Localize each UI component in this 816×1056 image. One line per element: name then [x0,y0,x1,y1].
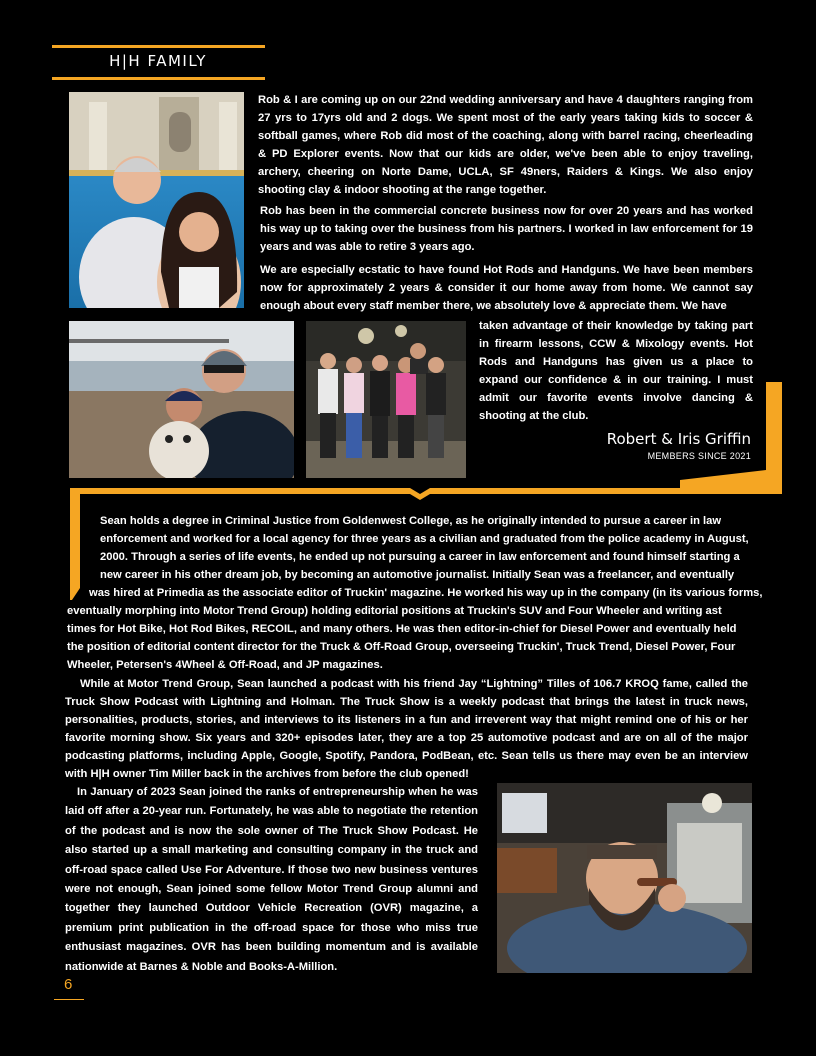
bio-line: the position of editorial content director for the Truck & Off-Road Group, overseeing Truckin', Truck Trend, Diesel Power, Four [67,641,736,653]
bio-line: Wheeler, Petersen's 4Wheel & Off-Road, and JP magazines. [67,659,383,671]
page-number: 6 [64,976,73,993]
club-paragraph-part1: We are especially ecstatic to have found Hot Rods and Handguns. We have been members now for approximately 2 years & consider it our home away from home. We cannot say enough about every staff member there, we absolutely love & appreciate them. We have [260,264,753,312]
business-paragraph: Rob has been in the commercial concrete business now for over 20 years and has worked his way up to taking over the business from his partners. I worked in law enforcement for 19 years and was able to retire 3 years ago. [260,205,753,253]
bio-line: Sean holds a degree in Criminal Justice from Goldenwest College, as he originally intended to pursue a career in law [100,515,722,527]
intro-paragraph: Rob & I are coming up on our 22nd wedding anniversary and have 4 daughters ranging from 27 yrs to 17yrs old and 2 dogs. We spent most of the early years taking kids to soccer & softball games, where Rob did most of the coaching, along with barrel racing, cheerleading & PD Explorer events. Now that our kids are older, we've been able to enjoy traveling, archery, cheering on Norte Dame, UCLA, SF 49ners, Raiders & Kings. We also enjoy shooting clay & indoor shooting at the range together. [258,94,753,196]
page-number-underline [54,999,84,1000]
bio-line: enforcement and worked for a local agency for three years as a civilian and graduated from the police academy in August, [100,533,749,545]
entrepreneur-paragraph: In January of 2023 Sean joined the ranks of entrepreneurship when he was laid off after a 20-year run. Fortunately, he was able to negotiate the retention of the podcast and is now the sole owner of The Truck Show Podcast. He also started up a small marketing and consulting company in the truck and off-road space called Use For Adventure. If those two new business ventures were not enough, Sean joined some fellow Motor Trend Group alumni and together they launched Outdoor Vehicle Recreation (OVR) magazine, a premium print publication in the off-road space for those who miss true enthusiast magazines. OVR has been building momentum and is available nationwide at Barnes & Noble and Books-A-Million. [65,786,478,973]
bio-line: new career in his other dream job, by becoming an automotive journalist. Initially Sean was a freelancer, and eventually [100,569,735,581]
club-paragraph-part2: taken advantage of their knowledge by taking part in firearm lessons, CCW & Mixology events. Hot Rods and Handguns has given us a place to expand our confidence & in our training. I must admit our favorite events involve dancing & shooting at the club. [479,320,753,422]
photo-man-cigar [497,783,752,973]
bio-line: was hired at Primedia as the associate editor of Truckin' magazine. He worked his way up in the company (in its various forms, [89,587,763,599]
bio-line: eventually morphing into Motor Trend Group) holding editorial positions at Truckin's SUV and Four Wheeler and writing ast [67,605,722,617]
signature-name: Robert & Iris Griffin [606,430,751,448]
signature-member-since: MEMBERS SINCE 2021 [647,451,751,461]
podcast-paragraph: While at Motor Trend Group, Sean launched a podcast with his friend Jay “Lightning” Tilles of 106.7 KROQ fame, called the Truck Show Podcast with Lightning and Holman. The Truck Show is a weekly podcast that brings the latest in truck news, personalities, products, stories, and interviews to its listeners in a fun and irreverent way that might remind one of his or her favorite morning show. Six years and 320+ episodes later, they are a top 25 automotive podcast and are on all of the major podcasting platforms, including Apple, Google, Spotify, Pandora, PodBean, etc. Sean tells us there may even be an interview with H|H owner Tim Miller back in the archives from before the club opened! [65,678,748,780]
bio-line: 2000. Through a series of life events, he ended up not pursuing a career in law enforcement and found himself starting a [100,551,740,563]
bio-line: times for Hot Bike, Hot Rod Bikes, RECOIL, and many others. He was then editor-in-chief for Diesel Power and eventually held [67,623,737,635]
section-title: H|H FAMILY [109,52,207,70]
